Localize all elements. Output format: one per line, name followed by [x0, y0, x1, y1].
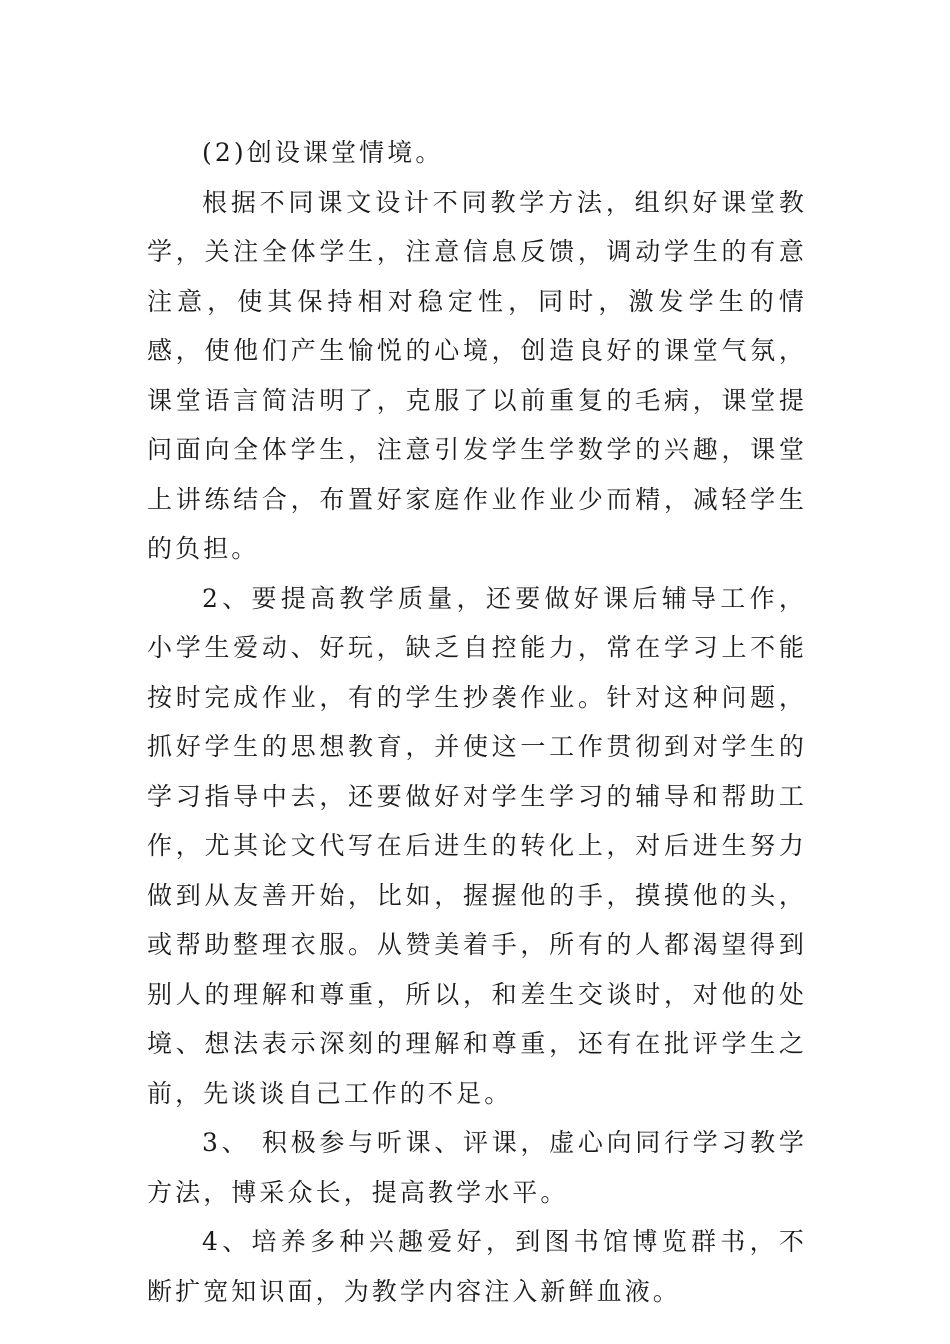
paragraph-lesson-observation: 3、 积极参与听课、评课，虚心向同行学习教学方法，博采众长，提高教学水平。 — [147, 1128, 807, 1207]
paragraph-after-class-tutoring: 2、要提高教学质量，还要做好课后辅导工作，小学生爱动、好玩，缺乏自控能力，常在学习上不能按时完成作业，有的学生抄袭作业。针对这种问题，抓好学生的思想教育，并使这一工作贯彻到对学生的学习指导中去，还要做好对学生学习的辅导和帮助工作，尤其论文代写在后进生的转化上，对后进生努力做到从友善开始，比如，握握他的手，摸摸他的头，或帮助整理衣服。从赞美着手，所有的人都渴望得到别人的理解和尊重，所以，和差生交谈时，对他的处境、想法表示深刻的理解和尊重，还有在批评学生之前，先谈谈自己工作的不足。 — [147, 583, 807, 1108]
paragraph-teaching-methods: 根据不同课文设计不同教学方法，组织好课堂教学，关注全体学生，注意信息反馈，调动学生的有意注意，使其保持相对稳定性，同时，激发学生的情感，使他们产生愉悦的心境，创造良好的课堂气氛，课堂语言简洁明了，克服了以前重复的毛病，课堂提问面向全体学生，注意引发学生学数学的兴趣，课堂上讲练结合，布置好家庭作业作业少而精，减轻学生的负担。 — [147, 187, 807, 563]
paragraph-classroom-situation: (2)创设课堂情境。 — [202, 138, 444, 167]
paragraph-interests-reading: 4、培养多种兴趣爱好，到图书馆博览群书，不断扩宽知识面，为教学内容注入新鲜血液。 — [147, 1227, 807, 1306]
document-body — [147, 128, 807, 1316]
